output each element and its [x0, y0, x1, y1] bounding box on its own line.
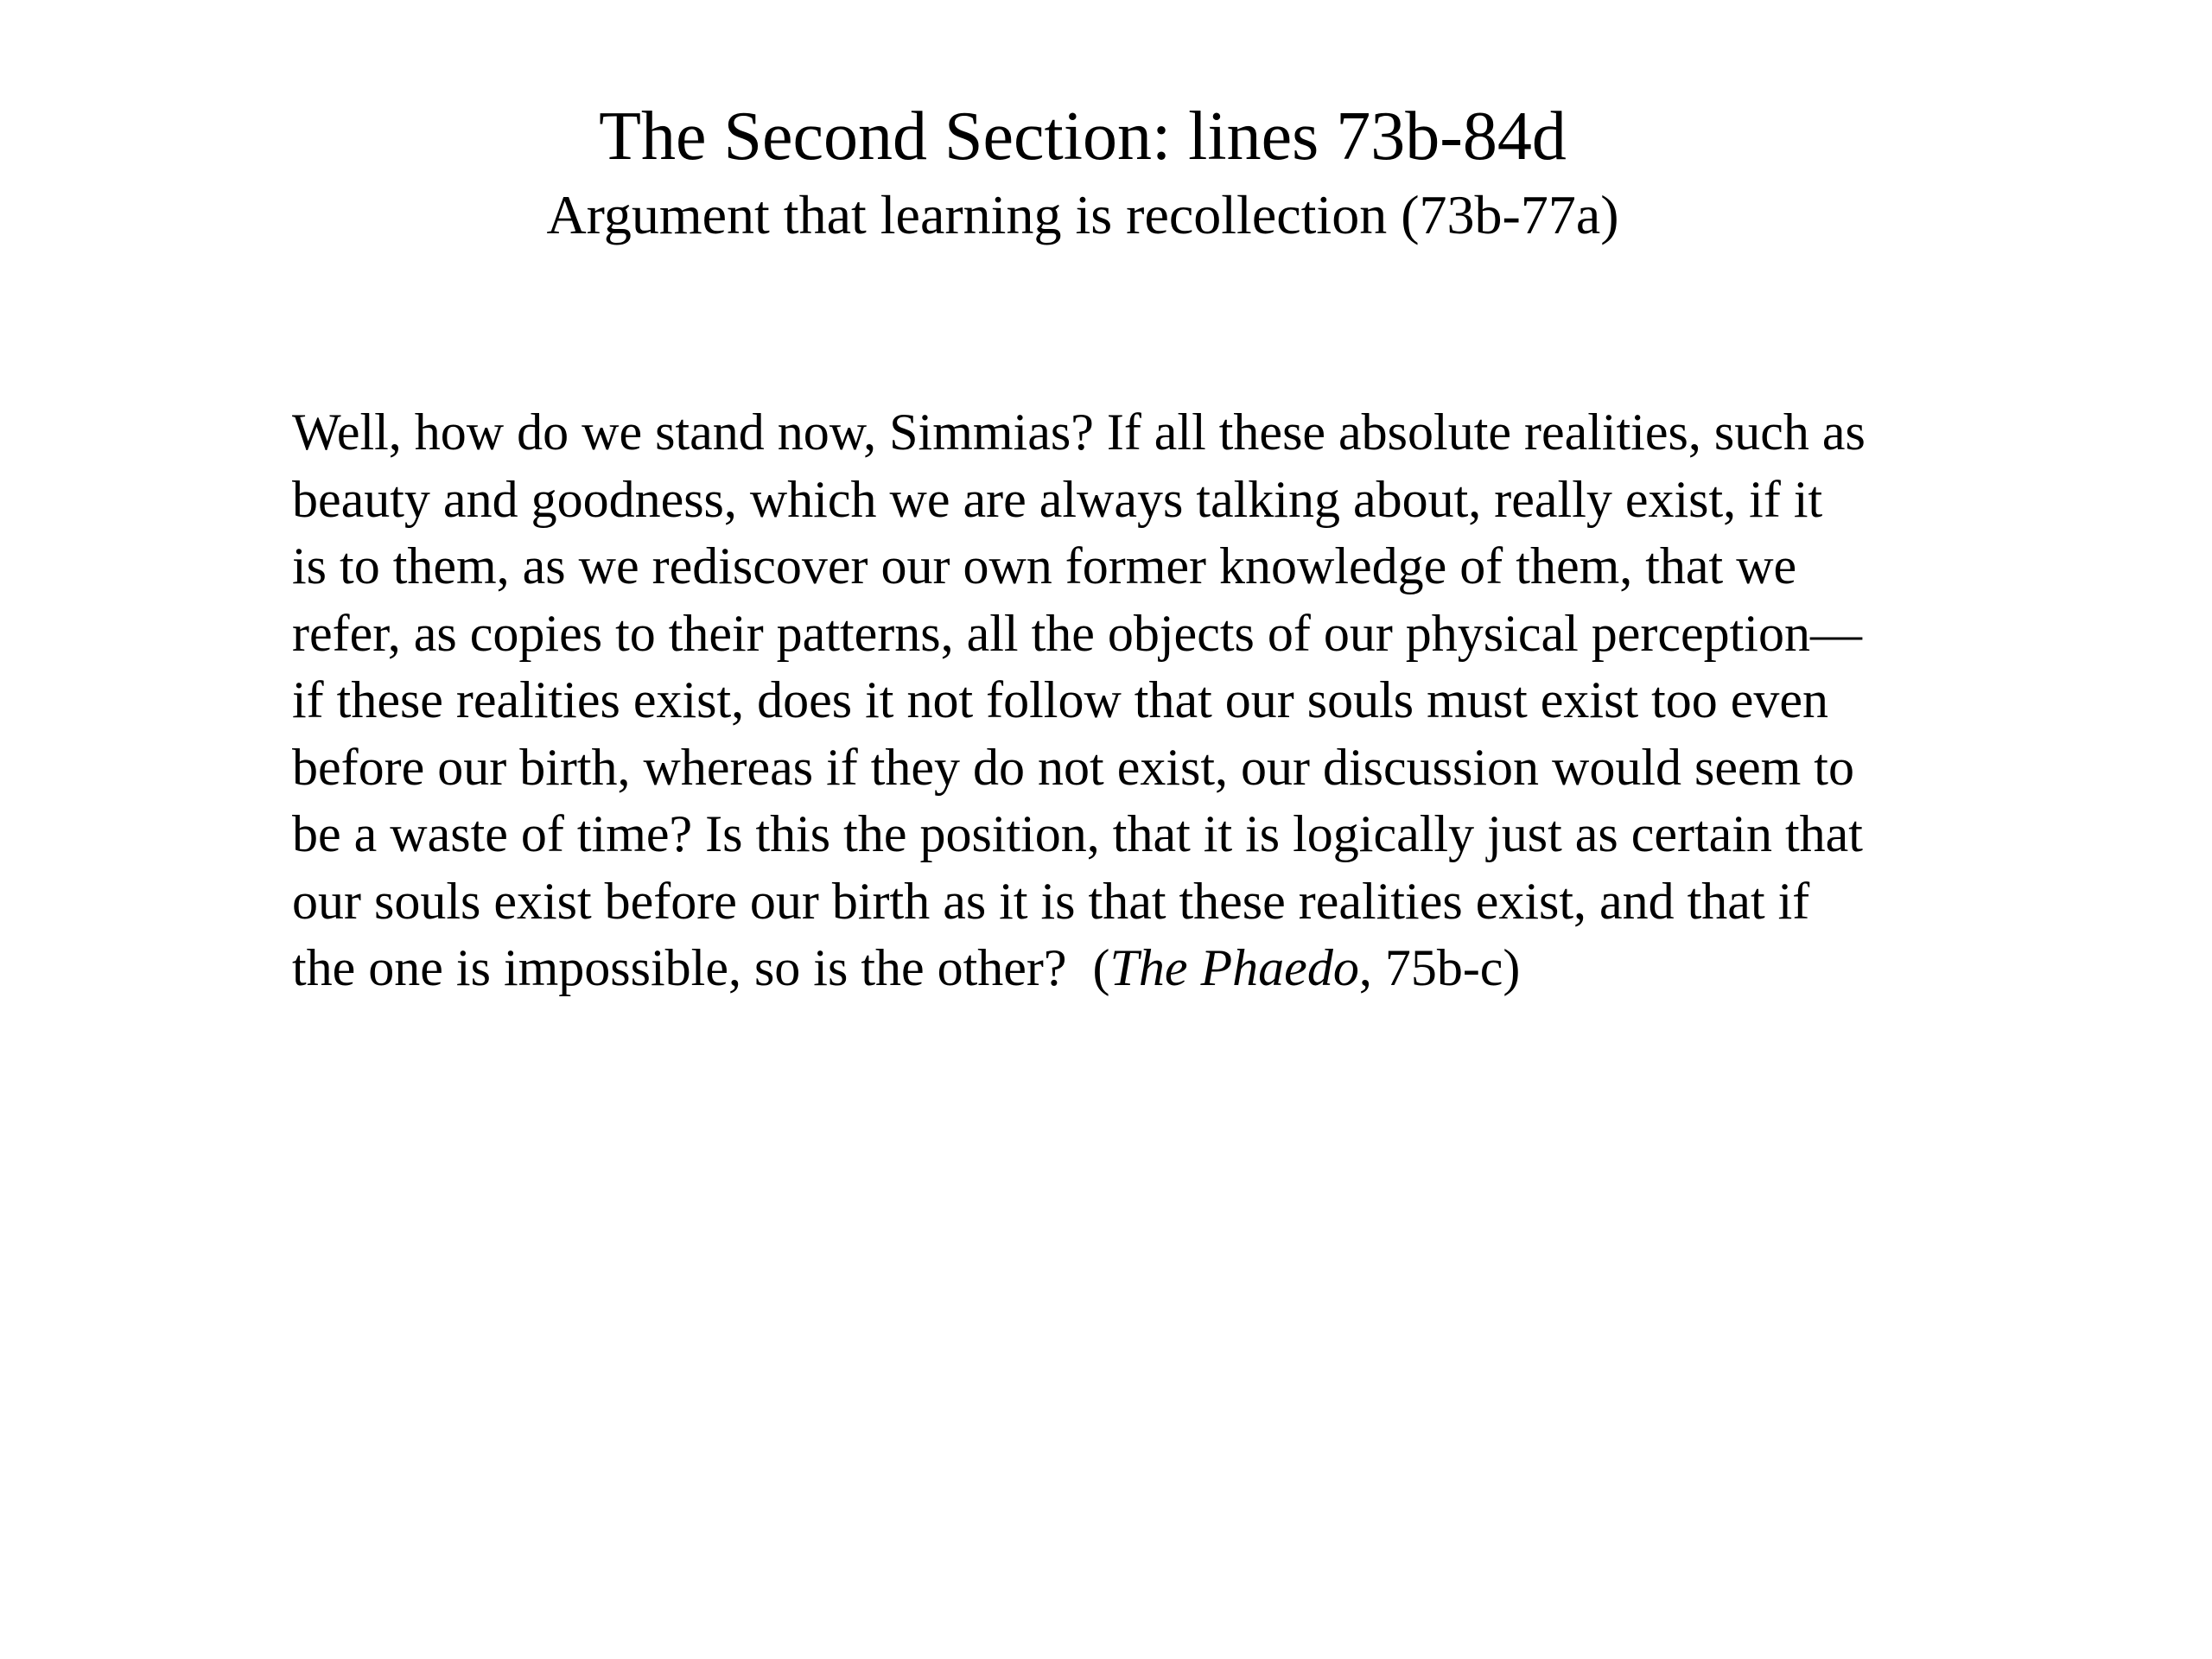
quote-line: refer, as copies to their patterns, all the objects of our physical perception—: [292, 604, 1862, 662]
quote-passage: [292, 399, 2003, 1002]
quote-line: Well, how do we stand now, Simmias? If all these absolute realities, such as: [292, 404, 1866, 461]
quote-line: beauty and goodness, which we are always talking about, really exist, if it: [292, 470, 1823, 528]
quote-line: before our birth, whereas if they do not exist, our discussion would seem to: [292, 738, 1854, 796]
quote-line: our souls exist before our birth as it is that these realities exist, and that if: [292, 872, 1810, 930]
citation-reference: , 75b-c): [1358, 939, 1521, 996]
title-block: [0, 95, 2165, 252]
citation-work-title: The Phaedo: [1109, 939, 1359, 996]
slide-subtitle: Argument that learning is recollection (73b-77a): [546, 184, 1619, 245]
quote-last-line: the one is impossible, so is the other? (: [292, 939, 1110, 996]
quote-line: is to them, as we rediscover our own former knowledge of them, that we: [292, 537, 1797, 594]
quote-line: if these realities exist, does it not follow that our souls must exist too even: [292, 671, 1829, 728]
slide-title: The Second Section: lines 73b-84d: [599, 99, 1567, 175]
quote-line: be a waste of time? Is this the position, that it is logically just as certain that: [292, 805, 1863, 862]
